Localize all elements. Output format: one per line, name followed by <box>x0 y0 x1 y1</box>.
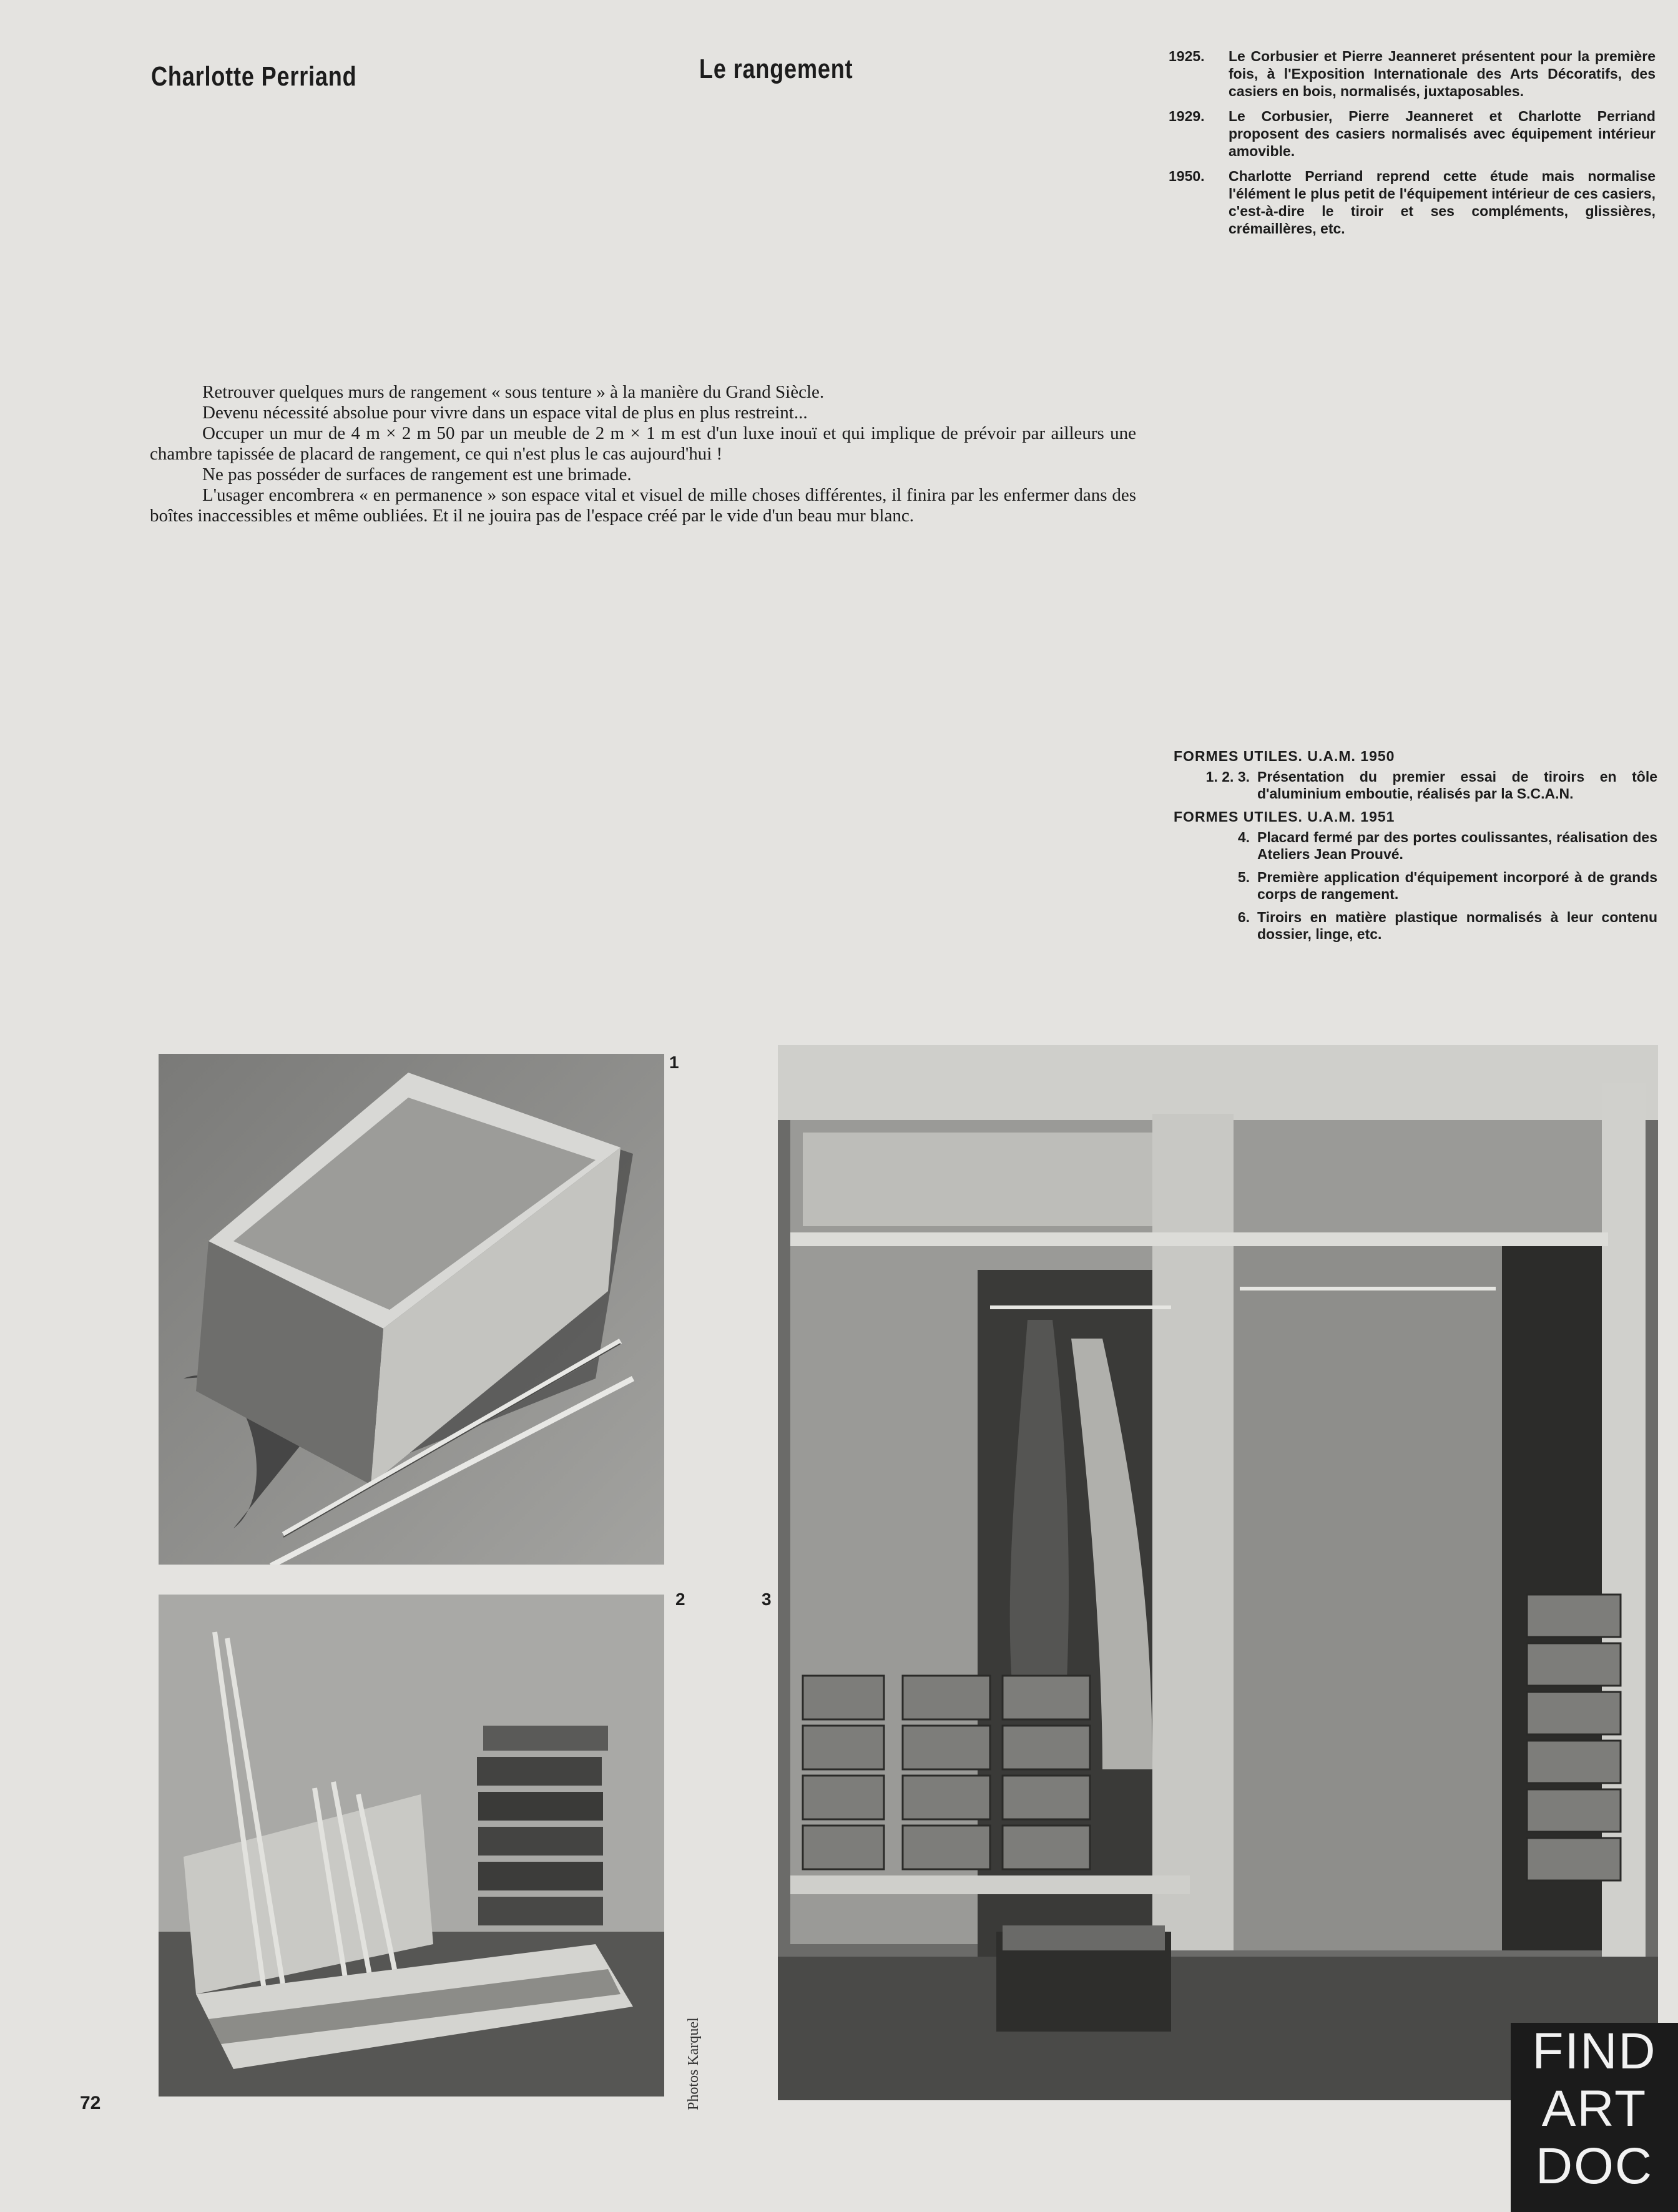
photo-credit: Photos Karquel <box>685 2017 702 2110</box>
photo-stacked-drawers <box>159 1595 664 2096</box>
chronology-text: Charlotte Perriand reprend cette étude mais normalise l'élément le plus petit de l'équipement intérieur de ces casiers, c'est-à-dire le tiroir et ses compléments, glissières, crémaillères, etc. <box>1229 168 1656 237</box>
drawer-illustration <box>159 1054 664 1565</box>
caption-item <box>1174 869 1657 903</box>
chronology-year: 1925. <box>1169 48 1205 64</box>
chronology-entry <box>1169 107 1656 160</box>
caption-text: Tiroirs en matière plastique normalisés à leur contenu dossier, linge, etc. <box>1257 909 1657 942</box>
watermark-logo <box>1511 2023 1678 2212</box>
figure-number: 3 <box>762 1590 772 1609</box>
body-paragraph: Ne pas posséder de surfaces de rangement est une brimade. <box>202 465 632 484</box>
caption-number: 1. 2. 3. <box>1205 769 1250 785</box>
chronology-entry <box>1169 47 1656 100</box>
chronology-entry <box>1169 167 1656 237</box>
body-paragraph: Devenu nécessité absolue pour vivre dans un espace vital de plus en plus restreint... <box>202 403 808 423</box>
caption-item <box>1174 829 1657 863</box>
body-paragraph: L'usager encombrera « en permanence » son espace vital et visuel de mille choses différentes, il finira par les enfermer dans des boîtes inaccessibles et même oubliées. Et il ne jouira pas de l'espace créé par le vide d'un beau mur blanc. <box>150 485 1136 526</box>
chronology-text: Le Corbusier et Pierre Jeanneret présentent pour la première fois, à l'Exposition Internationale des Arts Décoratifs, des casiers en bois, normalisés, juxtaposables. <box>1229 48 1656 99</box>
caption-item <box>1174 909 1657 943</box>
caption-text: Première application d'équipement incorporé à de grands corps de rangement. <box>1257 869 1657 902</box>
stacked-drawers-illustration <box>159 1595 664 2096</box>
page-number: 72 <box>80 2093 101 2113</box>
watermark-line: FIND <box>1532 2023 1657 2080</box>
chronology-year: 1950. <box>1169 168 1205 184</box>
figure-number: 1 <box>669 1053 679 1072</box>
caption-text: Placard fermé par des portes coulissantes, réalisation des Ateliers Jean Prouvé. <box>1257 829 1657 862</box>
author-name: Charlotte Perriand <box>151 61 357 92</box>
caption-number: 5. <box>1237 869 1250 885</box>
caption-text: Présentation du premier essai de tiroirs en tôle d'aluminium emboutie, réalisés par la S.C.A.N. <box>1257 769 1657 802</box>
photo-storage-wall <box>778 1045 1658 2100</box>
caption-heading-1951: FORMES UTILES. U.A.M. 1951 <box>1174 809 1395 825</box>
storage-wall-illustration <box>778 1045 1658 2100</box>
body-text <box>150 382 1136 526</box>
figure-captions <box>1174 748 1657 949</box>
caption-number: 4. <box>1237 829 1250 845</box>
figure-number: 2 <box>675 1590 685 1609</box>
chronology <box>1169 47 1656 245</box>
chronology-year: 1929. <box>1169 108 1205 124</box>
body-paragraph: Occuper un mur de 4 m × 2 m 50 par un meuble de 2 m × 1 m est d'un luxe inouï et qui implique de prévoir par ailleurs une chambre tapissée de placard de rangement, ce qui n'est plus le cas aujourd'hui ! <box>150 423 1136 464</box>
caption-number: 6. <box>1237 909 1250 925</box>
chronology-text: Le Corbusier, Pierre Jeanneret et Charlotte Perriand proposent des casiers normalisés avec équipement intérieur amovible. <box>1229 108 1656 159</box>
article-title: Le rangement <box>699 54 853 84</box>
body-paragraph: Retrouver quelques murs de rangement « sous tenture » à la manière du Grand Siècle. <box>202 382 825 402</box>
photo-aluminium-drawer <box>159 1054 664 1565</box>
watermark-line: DOC <box>1535 2138 1654 2195</box>
caption-item <box>1174 769 1657 802</box>
watermark-line: ART <box>1541 2080 1647 2137</box>
caption-heading-1950: FORMES UTILES. U.A.M. 1950 <box>1174 748 1395 764</box>
